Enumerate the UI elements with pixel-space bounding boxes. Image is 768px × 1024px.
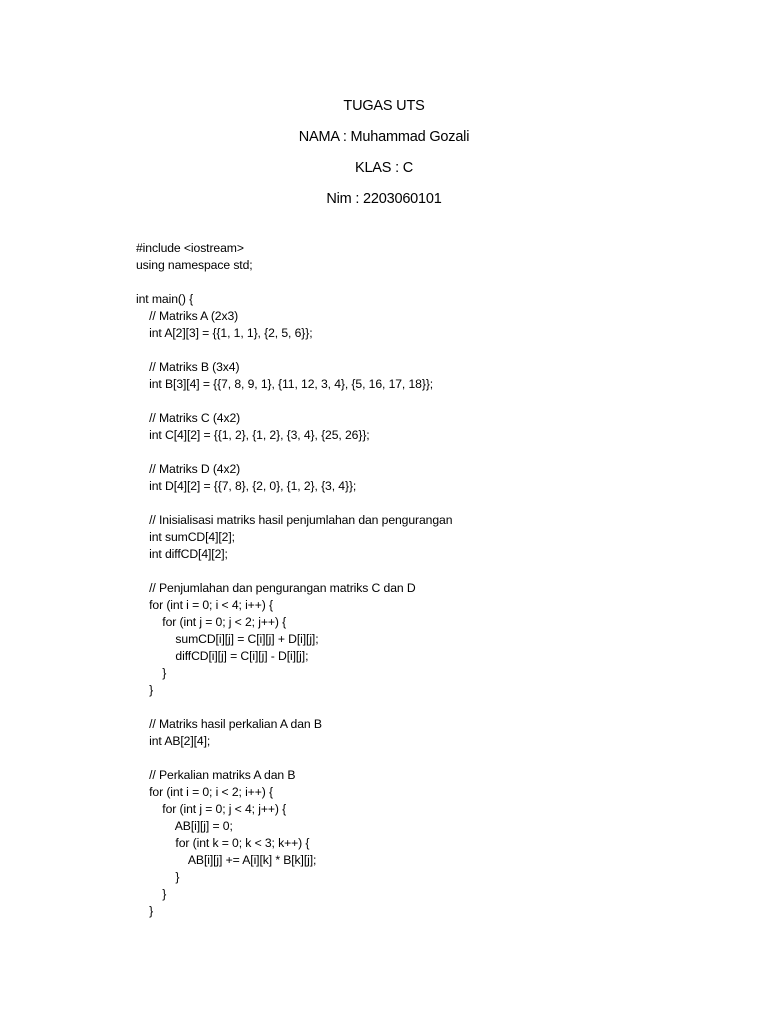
- code-line: int B[3][4] = {{7, 8, 9, 1}, {11, 12, 3, 4}, {5, 16, 17, 18}};: [136, 377, 434, 391]
- code-line: for (int i = 0; i < 2; i++) {: [136, 785, 273, 799]
- code-line: // Matriks D (4x2): [136, 462, 241, 476]
- code-line: [136, 750, 736, 767]
- code-line: // Matriks C (4x2): [136, 411, 241, 425]
- code-line: // Penjumlahan dan pengurangan matriks C dan D: [136, 581, 416, 595]
- code-line: // Matriks hasil perkalian A dan B: [136, 717, 322, 731]
- code-line: AB[i][j] += A[i][k] * B[k][j];: [136, 853, 317, 867]
- code-line: [136, 699, 736, 716]
- code-line: AB[i][j] = 0;: [136, 819, 233, 833]
- code-line: using namespace std;: [136, 258, 253, 272]
- code-line: [136, 495, 736, 512]
- code-line: [136, 274, 736, 291]
- code-line: int C[4][2] = {{1, 2}, {1, 2}, {3, 4}, {25, 26}};: [136, 428, 370, 442]
- code-line: for (int j = 0; j < 2; j++) {: [136, 615, 287, 629]
- code-line: }: [136, 683, 154, 697]
- code-line: [136, 342, 736, 359]
- code-line: int D[4][2] = {{7, 8}, {2, 0}, {1, 2}, {3, 4}};: [136, 479, 357, 493]
- code-line: // Perkalian matriks A dan B: [136, 768, 296, 782]
- code-line: [136, 563, 736, 580]
- code-line: }: [136, 904, 154, 918]
- code-line: int sumCD[4][2];: [136, 530, 235, 544]
- code-line: sumCD[i][j] = C[i][j] + D[i][j];: [136, 632, 319, 646]
- student-class: KLAS : C: [354, 160, 414, 176]
- code-line: int A[2][3] = {{1, 1, 1}, {2, 5, 6}};: [136, 326, 313, 340]
- code-line: int main() {: [136, 292, 194, 306]
- code-line: int AB[2][4];: [136, 734, 211, 748]
- code-line: for (int j = 0; j < 4; j++) {: [136, 802, 287, 816]
- code-line: }: [136, 666, 167, 680]
- code-line: [136, 393, 736, 410]
- code-block: [136, 240, 736, 920]
- code-line: diffCD[i][j] = C[i][j] - D[i][j];: [136, 649, 309, 663]
- code-line: for (int k = 0; k < 3; k++) {: [136, 836, 310, 850]
- code-line: int diffCD[4][2];: [136, 547, 228, 561]
- code-line: }: [136, 887, 167, 901]
- code-line: #include <iostream>: [136, 241, 244, 255]
- code-line: // Matriks A (2x3): [136, 309, 239, 323]
- student-id: Nim : 2203060101: [326, 191, 442, 207]
- code-line: }: [136, 870, 180, 884]
- document-header: [0, 91, 768, 215]
- code-line: // Matriks B (3x4): [136, 360, 240, 374]
- assignment-title: TUGAS UTS: [343, 98, 425, 114]
- code-line: for (int i = 0; i < 4; i++) {: [136, 598, 273, 612]
- code-line: // Inisialisasi matriks hasil penjumlahan dan pengurangan: [136, 513, 453, 527]
- code-line: [136, 444, 736, 461]
- student-name: NAMA : Muhammad Gozali: [298, 129, 470, 145]
